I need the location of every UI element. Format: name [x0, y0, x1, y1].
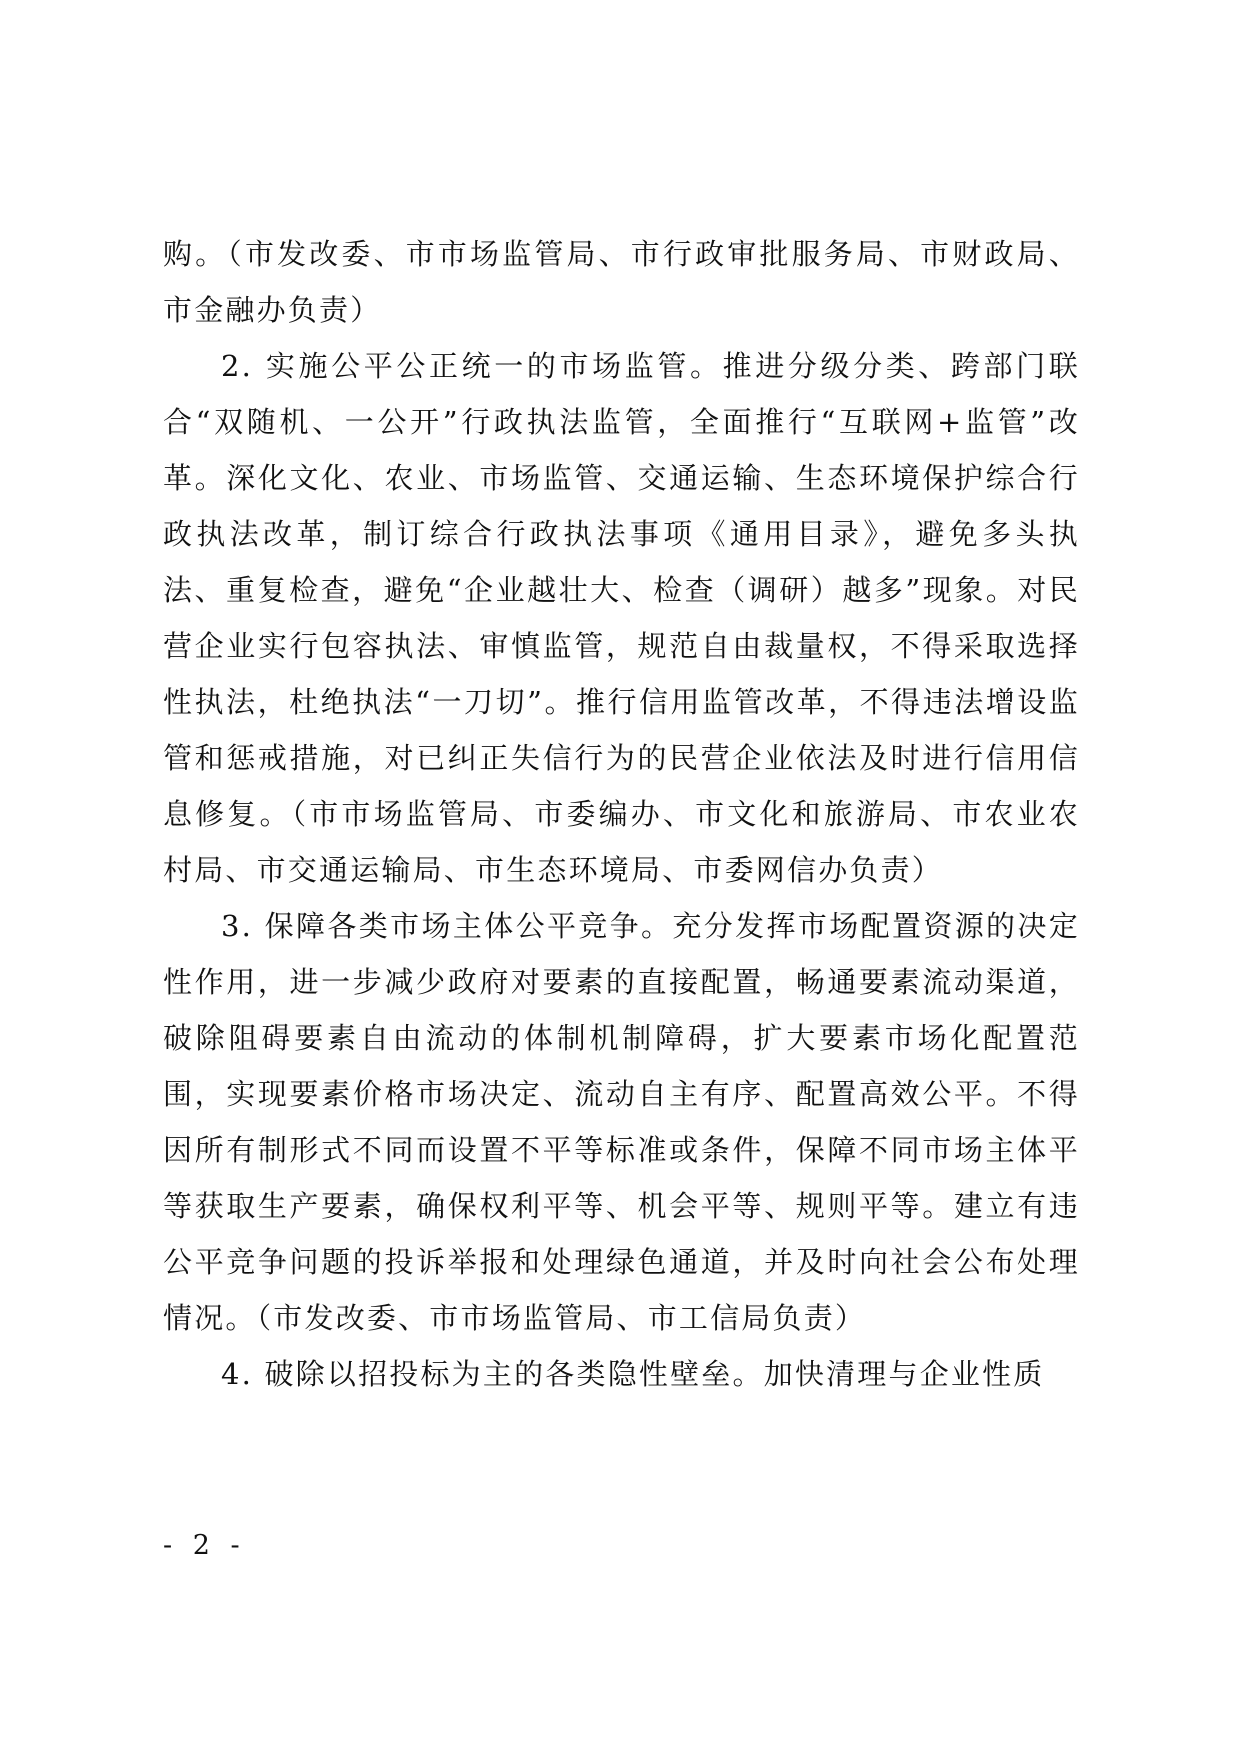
paragraph-continuation: 购。（市发改委、市市场监管局、市行政审批服务局、市财政局、市金融办负责）: [163, 237, 1080, 327]
page-number: - 2 -: [163, 1530, 246, 1561]
paragraph-fair-competition: 3. 保障各类市场主体公平竞争。充分发挥市场配置资源的决定性作用，进一步减少政府对要素的直接配置，畅通要素流动渠道，破除阻碍要素自由流动的体制机制障碍，扩大要素市场化配置范围，实现要素价格市场决定、流动自主有序、配置高效公平。不得因所有制形式不同而设置不平等标准或条件，保障不同市场主体平等获取生产要素，确保权利平等、机会平等、规则平等。建立有违公平竞争问题的投诉举报和处理绿色通道，并及时向社会公布处理情况。（市发改委、市市场监管局、市工信局负责）: [163, 909, 1080, 1335]
paragraph-market-regulation: 2. 实施公平公正统一的市场监管。推进分级分类、跨部门联合“双随机、一公开”行政执法监管，全面推行“互联网+监管”改革。深化文化、农业、市场监管、交通运输、生态环境保护综合行政执法改革，制订综合行政执法事项《通用目录》，避免多头执法、重复检查，避免“企业越壮大、检查（调研）越多”现象。对民营企业实行包容执法、审慎监管，规范自由裁量权，不得采取选择性执法，杜绝执法“一刀切”。推行信用监管改革，不得违法增设监管和惩戒措施，对已纠正失信行为的民营企业依法及时进行信用信息修复。（市市场监管局、市委编办、市文化和旅游局、市农业农村局、市交通运输局、市生态环境局、市委网信办负责）: [163, 349, 1080, 887]
document-body: [163, 226, 1080, 1402]
paragraph-hidden-barriers: 4. 破除以招投标为主的各类隐性壁垒。加快清理与企业性质: [221, 1357, 1045, 1391]
